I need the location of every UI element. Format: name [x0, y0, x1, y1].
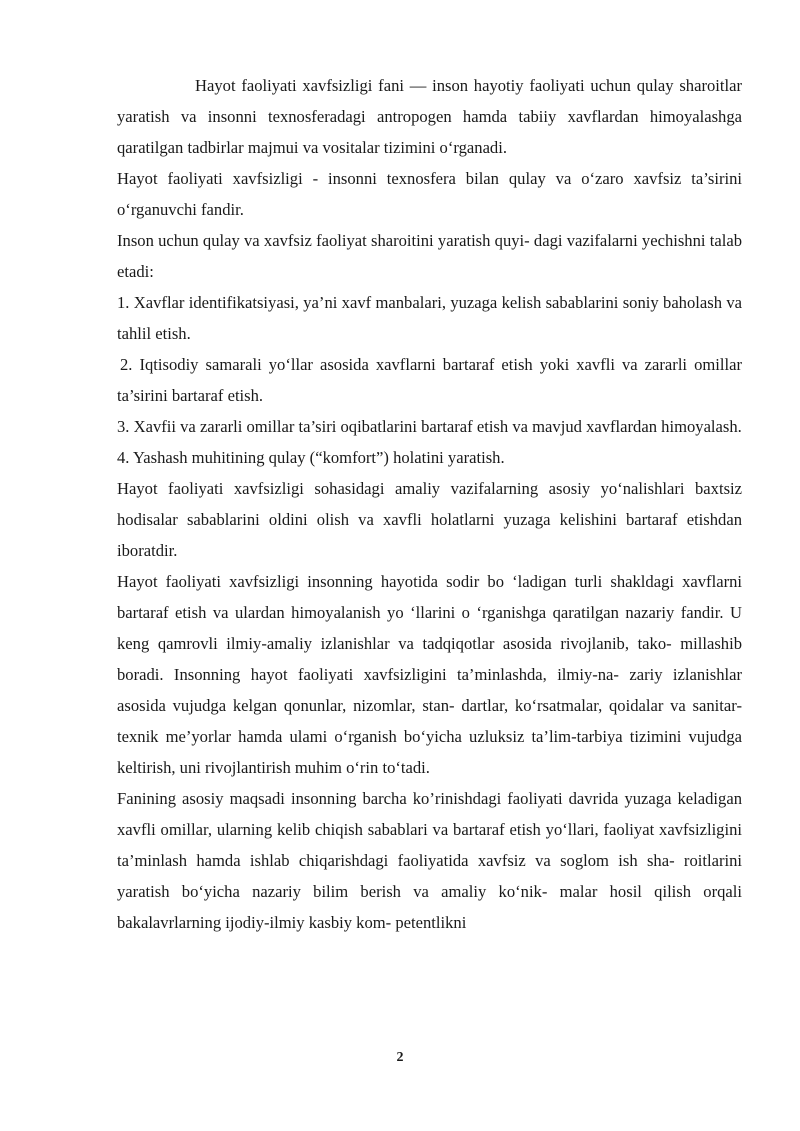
- page-number: 2: [396, 1050, 404, 1065]
- paragraph-intro: Hayot faoliyati xavfsizligi fani — inson hayotiy faoliyati uchun qulay sharoitlar yaratish va insonni texnosferadagi antropogen hamda tabiiy xavflardan himoyalashga qaratilgan tadbirlar majmui va vositalar tizimini o‘rganadi.: [117, 76, 742, 157]
- paragraph-tasks-intro: Inson uchun qulay va xavfsiz faoliyat sharoitini yaratish quyi- dagi vazifalarni yechishni talab etadi:: [117, 231, 742, 281]
- paragraph-definition: Hayot faoliyati xavfsizligi - insonni texnosfera bilan qulay va o‘zaro xavfsiz ta’sirini o‘rganuvchi fandir.: [117, 169, 742, 219]
- list-item-4: 4. Yashash muhitining qulay (“komfort”) holatini yaratish.: [117, 448, 505, 467]
- list-item-1: 1. Xavflar identifikatsiyasi, ya’ni xavf manbalari, yuzaga kelish sabablarini soniy baholash va tahlil etish.: [117, 293, 742, 343]
- paragraph-practical-tasks: Hayot faoliyati xavfsizligi sohasidagi amaliy vazifalarning asosiy yo‘nalishlari baxtsiz hodisalar sabablarini oldini olish va xavfli holatlarni yuzaga kelishini bartaraf etishdan iboratdir.: [117, 479, 742, 560]
- paragraph-goal: Fanining asosiy maqsadi insonning barcha ko’rinishdagi faoliyati davrida yuzaga keladigan xavfli omillar, ularning kelib chiqish sabablari va bartaraf etish yo‘llari, faoliyat xavfsizligini ta’minlash hamda ishlab chiqarishdagi faoliyatida xavfsiz va soglom ish sha- roitlarini yaratish bo‘yicha nazariy bilim berish va amaliy ko‘nik- malar hosil qilish orqali bakalavrlarning ijodiy-ilmiy kasbiy kom- petentlikni: [117, 789, 742, 932]
- list-item-2: 2. Iqtisodiy samarali yo‘llar asosida xavflarni bartaraf etish yoki xavfli va zararli omillar ta’sirini bartaraf etish.: [117, 355, 742, 405]
- document-body: [117, 70, 742, 938]
- list-item-3: 3. Xavfii va zararli omillar ta’siri oqibatlarini bartaraf etish va mavjud xavflardan himoyalash.: [117, 417, 742, 436]
- paragraph-theory: Hayot faoliyati xavfsizligi insonning hayotida sodir bo ‘ladigan turli shakldagi xavflarni bartaraf etish va ulardan himoyalanish yo ‘llarini o ‘rganishga qaratilgan nazariy fandir. U keng qamrovli ilmiy-amaliy izlanishlar va tadqiqotlar asosida rivojlanib, tako- millashib boradi. Insonning hayot faoliyati xavfsizligini ta’minlashda, ilmiy-na- zariy izlanishlar asosida vujudga kelgan qonunlar, nizomlar, stan- dartlar, ko‘rsatmalar, qoidalar va sanitar-texnik me’yorlar hamda ulami o‘rganish bo‘yicha uzluksiz ta’lim-tarbiya tizimini vujudga keltirish, uni rivojlantirish muhim o‘rin to‘tadi.: [117, 572, 742, 777]
